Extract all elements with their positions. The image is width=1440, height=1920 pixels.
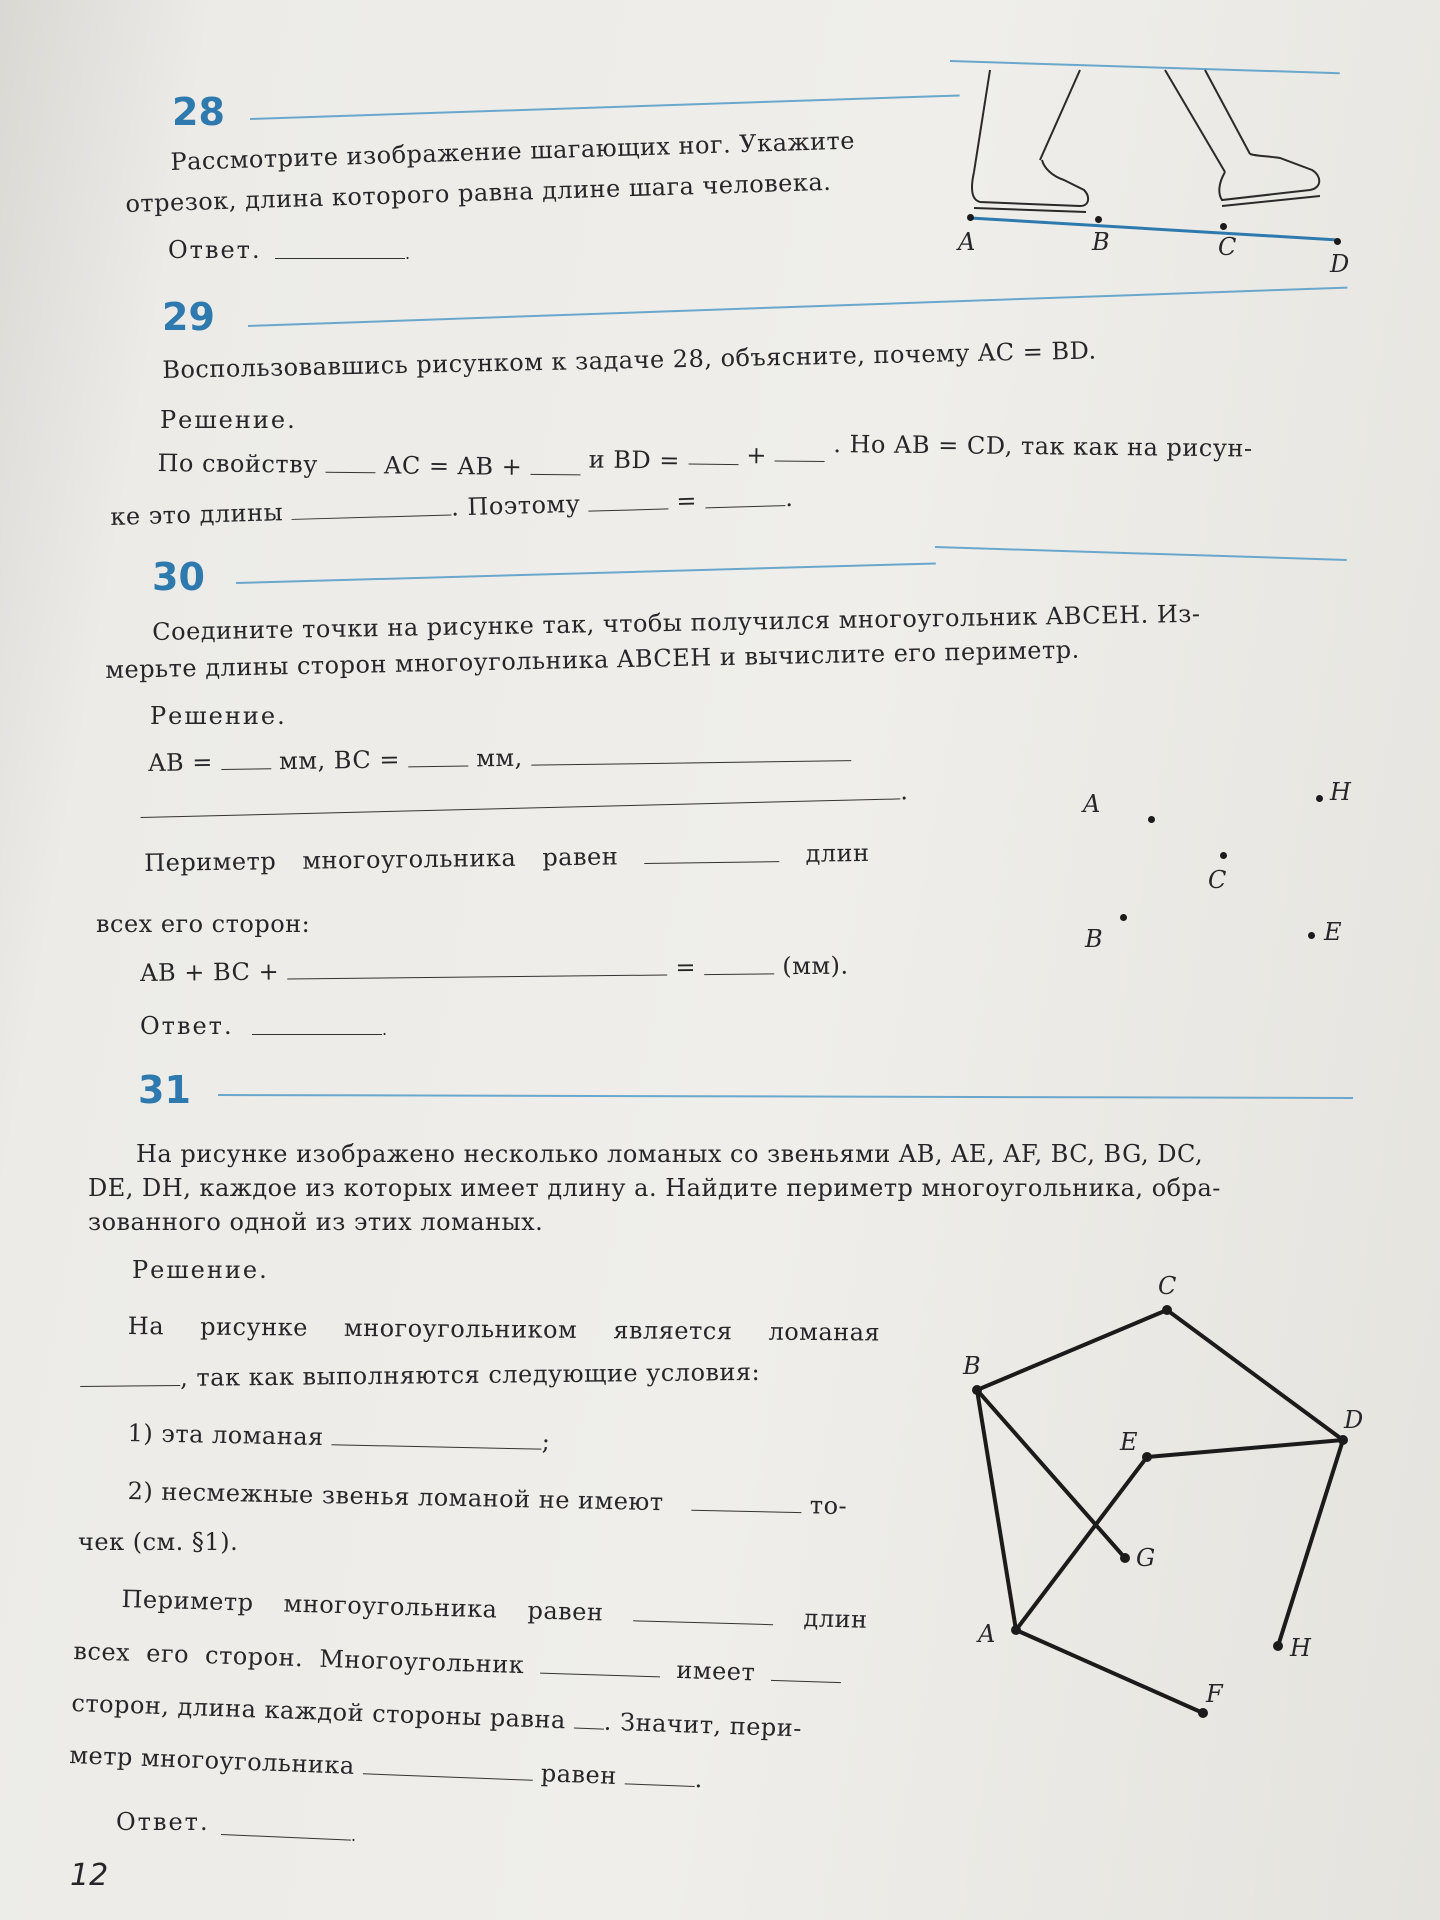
task-30-text-line-1: Соедините точки на рисунке так, чтобы получился многоугольник ABCEH. Из- [152, 599, 1201, 646]
task-29-solution-label: Решение. [160, 406, 297, 434]
task-31-line-s7: всех его сторон. Многоугольник имеет [73, 1636, 842, 1689]
task-31-text-line-3: зованного одной из этих ломаных. [88, 1208, 544, 1236]
task-31-blank-perimeter[interactable] [625, 1761, 696, 1787]
point-e-30-label: E [1324, 918, 1342, 946]
task-30-sides-label: всех его сторон: [96, 910, 311, 938]
task-30-blank-sum[interactable] [287, 952, 667, 979]
point-b [1095, 216, 1102, 223]
segment-dh [1278, 1440, 1343, 1646]
segment-ae [1016, 1457, 1147, 1630]
task-31-text-line-1: На рисунке изображено несколько ломаных со звеньями AB, AE, AF, BC, BG, DC, [136, 1140, 1204, 1168]
task-29-blank-5[interactable] [291, 492, 452, 519]
walking-legs-figure [960, 60, 1340, 280]
point-a-30-label: A [1083, 790, 1101, 818]
point-h-31-label: H [1290, 1634, 1311, 1662]
task-30-blank-bc[interactable] [408, 744, 468, 768]
task-29-text: Воспользовавшись рисунком к задаче 28, объясните, почему AC = BD. [162, 336, 1097, 384]
task-31-line-s1: На рисунке многоугольником является ломаная [127, 1312, 881, 1347]
point-e-30 [1308, 932, 1315, 939]
task-number-28: 28 [172, 90, 225, 134]
task-30-blank-result[interactable] [704, 951, 774, 975]
point-c [1220, 223, 1227, 230]
point-b-30-label: B [1085, 925, 1103, 953]
task-31-solution-label: Решение. [132, 1256, 269, 1284]
task-31-blank-count[interactable] [771, 1658, 842, 1683]
point-g-31-label: G [1136, 1544, 1156, 1572]
task-number-31: 31 [138, 1068, 191, 1112]
point-a-30 [1148, 816, 1155, 823]
segment-de [1147, 1440, 1343, 1457]
task-30-line-ab: AB = мм, BC = мм, [148, 738, 851, 777]
point-d-31-label: D [1344, 1406, 1364, 1434]
task-31-line-s6: Периметр многоугольника равен длин [121, 1584, 869, 1634]
task-31-blank-length[interactable] [574, 1706, 605, 1730]
point-c-30 [1220, 852, 1227, 859]
task-29-line-2: ке это длины . Поэтому = . [110, 483, 794, 531]
point-a-31-label: A [978, 1620, 996, 1648]
task-31-line-s5: чек (см. §1). [78, 1528, 239, 1556]
task-29-blank-6[interactable] [588, 486, 669, 511]
task-30-blank-sides-2[interactable] [140, 776, 900, 818]
task-31-answer-field[interactable]: . [221, 1812, 357, 1845]
leg-left-back [974, 70, 990, 172]
point-d-label: D [1330, 250, 1350, 278]
task-31-blank-name[interactable] [540, 1651, 661, 1678]
task-30-answer-label: Ответ. [140, 1012, 234, 1040]
point-b-31-label: B [963, 1352, 981, 1380]
task-30-perimeter-line: Периметр многоугольника равен длин [144, 838, 870, 877]
point-c-31-label: C [1158, 1272, 1177, 1300]
task-30-blank-perimeter[interactable] [644, 839, 779, 864]
task-31-text-line-2: DE, DH, каждое из которых имеет длину a. Найдите периметр многоугольника, обра- [88, 1174, 1221, 1202]
left-shoe-icon [972, 160, 1088, 206]
task-29-blank-7[interactable] [705, 483, 786, 508]
task-number-30: 30 [152, 555, 205, 599]
point-b-label: B [1092, 228, 1110, 256]
point-h-30 [1316, 795, 1323, 802]
task-30-text-line-2: мерьте длины сторон многоугольника ABCEH и вычислите его периметр. [105, 635, 1080, 684]
task-30-solution-label: Решение. [150, 702, 287, 730]
task-30-answer-field[interactable]: . [252, 1012, 387, 1039]
segment-cd [1167, 1310, 1343, 1440]
task-28-answer-label: Ответ. [168, 236, 262, 264]
task-31-blank-common[interactable] [692, 1488, 802, 1513]
task-30-rule [236, 562, 936, 584]
task-31-line-s9: метр многоугольника равен . [68, 1740, 704, 1794]
point-e-31-label: E [1120, 1428, 1138, 1456]
task-29-blank-2[interactable] [530, 452, 580, 476]
task-31-blank-closed[interactable] [332, 1422, 542, 1449]
task-28-text-line-2: отрезок, длина которого равна длине шага человека. [125, 167, 832, 218]
task-31-rule [218, 1094, 1353, 1099]
task-30-line-continue: . [140, 776, 909, 824]
segment-af [1016, 1630, 1203, 1713]
task-31-answer-label: Ответ. [116, 1808, 210, 1836]
task-31-blank-polyline[interactable] [80, 1363, 180, 1387]
task-28-text-line-1: Рассмотрите изображение шагающих ног. Укажите [170, 126, 856, 176]
task-29-line-1: По свойству AC = AB + и BD = + . Но AB = CD, так как на рисун- [157, 430, 1253, 481]
task-30-blank-sides[interactable] [531, 738, 851, 765]
segment-ad [970, 218, 1338, 240]
task-31-line-s2: , так как выполняются следующие условия: [80, 1357, 760, 1393]
point-a-label: A [958, 228, 976, 256]
right-shoe-icon [1219, 154, 1319, 200]
point-c-30-label: C [1208, 866, 1227, 894]
task-31-line-s4: 2) несмежные звенья ломаной не имеют то- [127, 1476, 848, 1521]
point-h-30-label: H [1330, 778, 1351, 806]
task-28-rule [250, 94, 960, 120]
segment-bc [977, 1310, 1167, 1390]
point-a [967, 214, 974, 221]
page-number: 12 [70, 1858, 109, 1893]
task-31-blank-polygon[interactable] [363, 1751, 534, 1781]
task-29-blank-4[interactable] [775, 438, 825, 462]
task-31-blank-sum[interactable] [633, 1598, 774, 1625]
task-29-rule [248, 287, 1347, 327]
task-30-sum-line: AB + BC + = (мм). [140, 951, 849, 987]
point-b-30 [1120, 914, 1127, 921]
point-f-31-label: F [1206, 1680, 1223, 1708]
task-29-blank-3[interactable] [688, 442, 738, 466]
task-29-blank-1[interactable] [326, 450, 376, 474]
task-30-blank-ab[interactable] [221, 746, 271, 770]
task-31-line-s8: сторон, длина каждой стороны равна . Значит, пери- [70, 1688, 803, 1743]
task-28-answer-field[interactable]: . [275, 236, 410, 263]
point-c-label: C [1218, 233, 1237, 261]
task-31-line-s3: 1) эта ломаная ; [127, 1418, 551, 1456]
point-d [1334, 238, 1341, 245]
task-number-29: 29 [162, 295, 215, 339]
task-30-rule-right [935, 546, 1347, 561]
